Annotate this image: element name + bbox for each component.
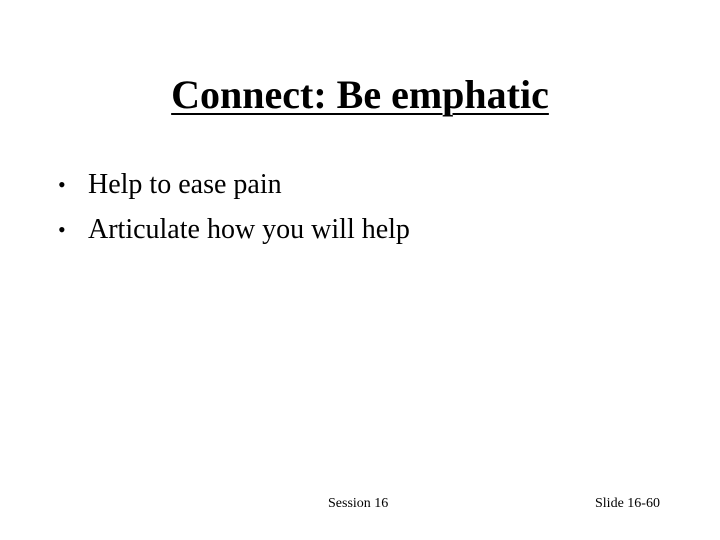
bullet-list: [58, 162, 410, 252]
bullet-item: [58, 207, 410, 252]
footer-slide-number: Slide 16-60: [595, 496, 660, 511]
bullet-marker: •: [58, 172, 66, 197]
footer-session-label: Session 16: [328, 496, 389, 511]
slide-title: Connect: Be emphatic: [171, 72, 549, 117]
bullet-marker: •: [58, 217, 66, 242]
bullet-text: Articulate how you will help: [88, 214, 410, 245]
bullet-item: [58, 162, 410, 207]
bullet-text: Help to ease pain: [88, 169, 282, 200]
